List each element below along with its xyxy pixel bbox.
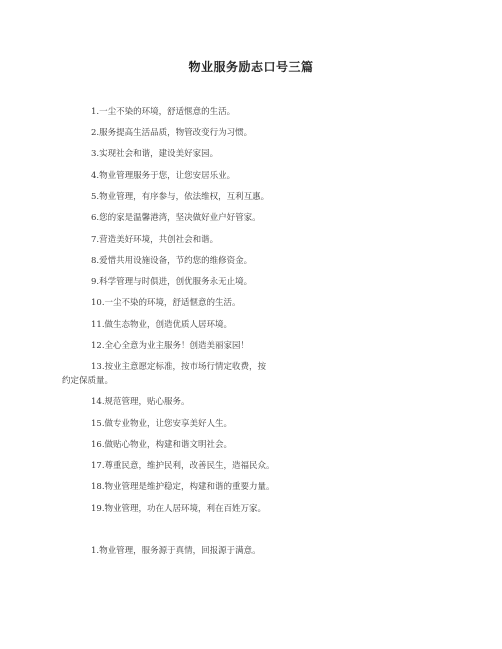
slogan-line: 2.服务提高生活品质，物管改变行为习惯。 (91, 128, 253, 138)
slogan-line: 1.物业管理，服务源于真情，回报源于满意。 (91, 546, 261, 556)
slogan-line: 9.科学管理与时俱进，创优服务永无止境。 (91, 277, 253, 287)
slogan-line: 7.营造美好环境，共创社会和谐。 (91, 235, 219, 245)
slogan-line: 14.规范管理，贴心服务。 (91, 397, 190, 407)
slogan-line: 10.一尘不染的环境，舒适惬意的生活。 (91, 298, 241, 308)
slogan-line: 12.全心全意为业主服务！创造美丽家园！ (91, 341, 250, 351)
slogan-line: 8.爱惜共用设施设备，节约您的维修资金。 (91, 256, 253, 266)
slogan-line: 3.实现社会和谐，建设美好家园。 (91, 149, 219, 159)
slogan-line: 16.做贴心物业，构建和谐文明社会。 (91, 440, 233, 450)
slogan-line: 4.物业管理服务于您，让您安居乐业。 (91, 171, 236, 181)
slogan-line: 15.做专业物业，让您安享美好人生。 (91, 419, 233, 429)
document-title: 物业服务励志口号三篇 (188, 60, 314, 74)
slogan-line: 5.物业管理，有序参与，依法维权，互利互惠。 (91, 192, 270, 202)
slogan-line: 18.物业管理是维护稳定，构建和谐的重要力量。 (91, 482, 275, 492)
slogan-line: 13.按业主意愿定标准，按市场行情定收费，按 (91, 362, 267, 372)
slogan-line: 1.一尘不染的环境，舒适惬意的生活。 (91, 107, 236, 117)
slogan-line: 19.物业管理，功在人居环境，利在百姓万家。 (91, 504, 267, 514)
slogan-line: 17.尊重民意，维护民利，改善民生，造福民众。 (91, 461, 275, 471)
slogan-line: 11.做生态物业，创造优质人居环境。 (91, 320, 233, 330)
slogan-line-continuation: 约定保质量。 (62, 376, 114, 386)
slogan-line: 6.您的家是温馨港湾，坚决做好业户好管家。 (91, 213, 261, 223)
